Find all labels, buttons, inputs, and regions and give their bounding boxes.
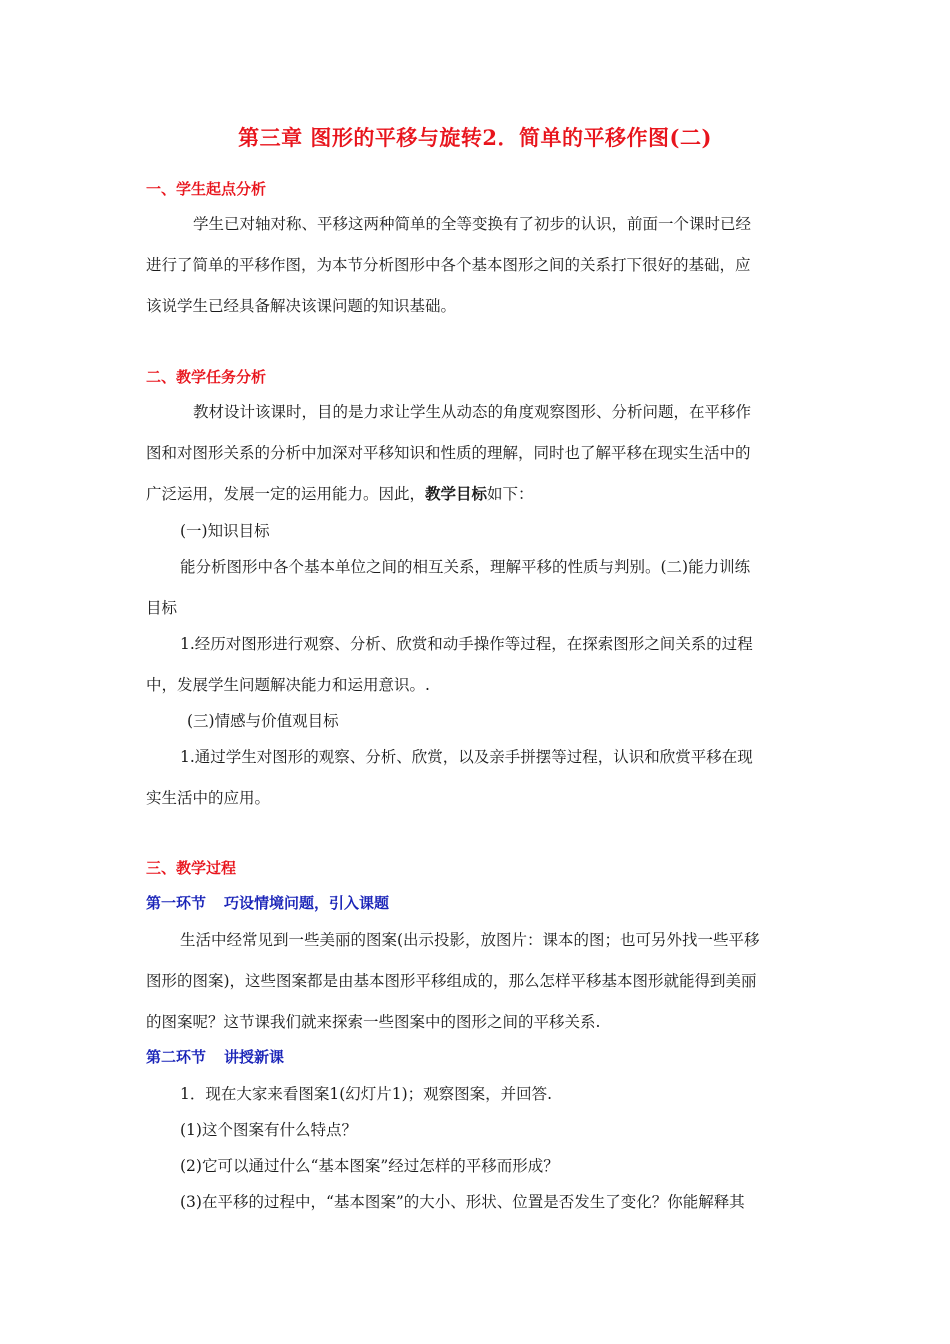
paragraph-line: 图和对图形关系的分析中加深对平移知识和性质的理解，同时也了解平移在现实生活中的 (146, 444, 751, 462)
section-heading-teaching-process: 三、教学过程 (146, 859, 237, 877)
paragraph-line: 学生已对轴对称、平移这两种简单的全等变换有了初步的认识，前面一个课时已经 (193, 215, 752, 233)
text-run: 广泛运用，发展一定的运用能力。因此， (146, 485, 426, 503)
paragraph-line: 该说学生已经具备解决该课问题的知识基础。 (146, 297, 457, 315)
goal-label-emotion: (三)情感与价值观目标 (187, 712, 339, 730)
question-line: (1)这个图案有什么特点？ (180, 1121, 357, 1139)
paragraph-line: 能分析图形中各个基本单位之间的相互关系，理解平移的性质与判别。(二)能力训练 (180, 558, 751, 576)
step-heading-2 (146, 1046, 284, 1067)
paragraph-line: 图形的图案)，这些图案都是由基本图形平移组成的，那么怎样平移基本图形就能得到美丽 (146, 972, 757, 990)
step-heading-1 (146, 892, 389, 913)
paragraph-line: 生活中经常见到一些美丽的图案(出示投影，放图片：课本的图；也可另外找一些平移 (180, 931, 760, 949)
section-heading-task-analysis: 二、教学任务分析 (146, 368, 267, 386)
teaching-goals-emphasis: 教学目标 (425, 484, 488, 503)
paragraph-line: 1.经历对图形进行观察、分析、欣赏和动手操作等过程，在探索图形之间关系的过程 (180, 635, 753, 653)
paragraph-line: 实生活中的应用。 (146, 789, 271, 807)
paragraph-line: 的图案呢？这节课我们就来探索一些图案中的图形之间的平移关系. (146, 1013, 601, 1031)
step-title: 讲授新课 (224, 1048, 285, 1066)
text-run: 如下： (487, 485, 534, 503)
question-line: 1．现在大家来看图案1(幻灯片1)；观察图案，并回答. (180, 1085, 553, 1103)
paragraph-line: 1.通过学生对图形的观察、分析、欣赏，以及亲手拼摆等过程，认识和欣赏平移在现 (180, 748, 753, 766)
section-heading-student-analysis: 一、学生起点分析 (146, 180, 267, 198)
paragraph-line: 目标 (146, 599, 178, 617)
question-line: (3)在平移的过程中，“基本图案”的大小、形状、位置是否发生了变化？你能解释其 (180, 1193, 745, 1211)
paragraph-line (146, 482, 534, 504)
document-title: 第三章 图形的平移与旋转2．简单的平移作图(二) (238, 125, 712, 150)
step-number: 第一环节 (146, 894, 207, 912)
paragraph-line: 进行了简单的平移作图，为本节分析图形中各个基本图形之间的关系打下很好的基础，应 (146, 256, 751, 274)
step-title: 巧设情境问题，引入课题 (224, 894, 390, 912)
goal-label-knowledge: (一)知识目标 (180, 522, 270, 540)
step-number: 第二环节 (146, 1048, 207, 1066)
question-line: (2)它可以通过什么“基本图案”经过怎样的平移而形成？ (180, 1157, 559, 1175)
paragraph-line: 教材设计该课时，目的是力求让学生从动态的角度观察图形、分析问题，在平移作 (193, 403, 752, 421)
paragraph-line: 中，发展学生问题解决能力和运用意识。. (146, 676, 430, 694)
